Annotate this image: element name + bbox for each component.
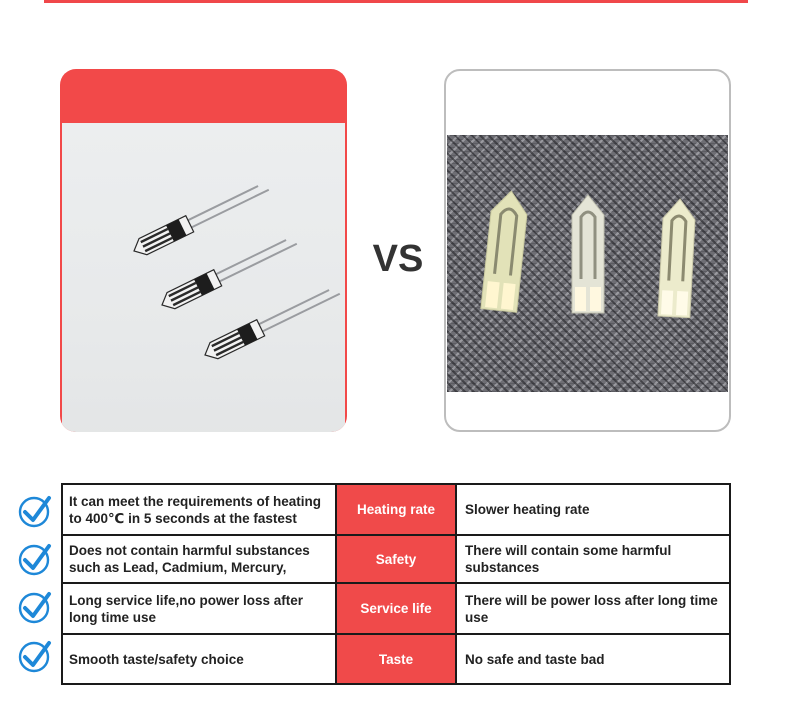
heating-element-photo-left xyxy=(62,123,345,432)
comparison-table xyxy=(61,483,731,685)
heating-element-illustration xyxy=(62,123,345,432)
feature-cell: Heating rate xyxy=(336,484,456,535)
ceramic-heater-photo-right xyxy=(447,135,728,392)
advantage-cell: It can meet the requirements of heating to 400℃ in 5 seconds at the fastest xyxy=(62,484,336,535)
advantage-cell: Does not contain harmful substances such as Lead, Cadmium, Mercury, xyxy=(62,535,336,583)
disadvantage-cell: There will contain some harmful substances xyxy=(456,535,730,583)
feature-cell: Taste xyxy=(336,634,456,684)
feature-cell: Service life xyxy=(336,583,456,634)
check-circle-icon xyxy=(16,637,54,675)
table-row xyxy=(62,634,730,684)
advantage-cell: Long service life,no power loss after long time use xyxy=(62,583,336,634)
ceramic-heater-illustration xyxy=(447,135,728,392)
disadvantage-cell: No safe and taste bad xyxy=(456,634,730,684)
product-image-card-right xyxy=(444,69,731,432)
table-row xyxy=(62,484,730,535)
table-row xyxy=(62,535,730,583)
feature-cell: Safety xyxy=(336,535,456,583)
vs-label: VS xyxy=(372,238,424,280)
disadvantage-cell: There will be power loss after long time use xyxy=(456,583,730,634)
advantage-cell: Smooth taste/safety choice xyxy=(62,634,336,684)
top-divider xyxy=(44,0,748,3)
check-circle-icon xyxy=(16,540,54,578)
table-row xyxy=(62,583,730,634)
product-image-card-left xyxy=(60,69,347,432)
check-circle-icon xyxy=(16,492,54,530)
check-circle-icon xyxy=(16,588,54,626)
disadvantage-cell: Slower heating rate xyxy=(456,484,730,535)
